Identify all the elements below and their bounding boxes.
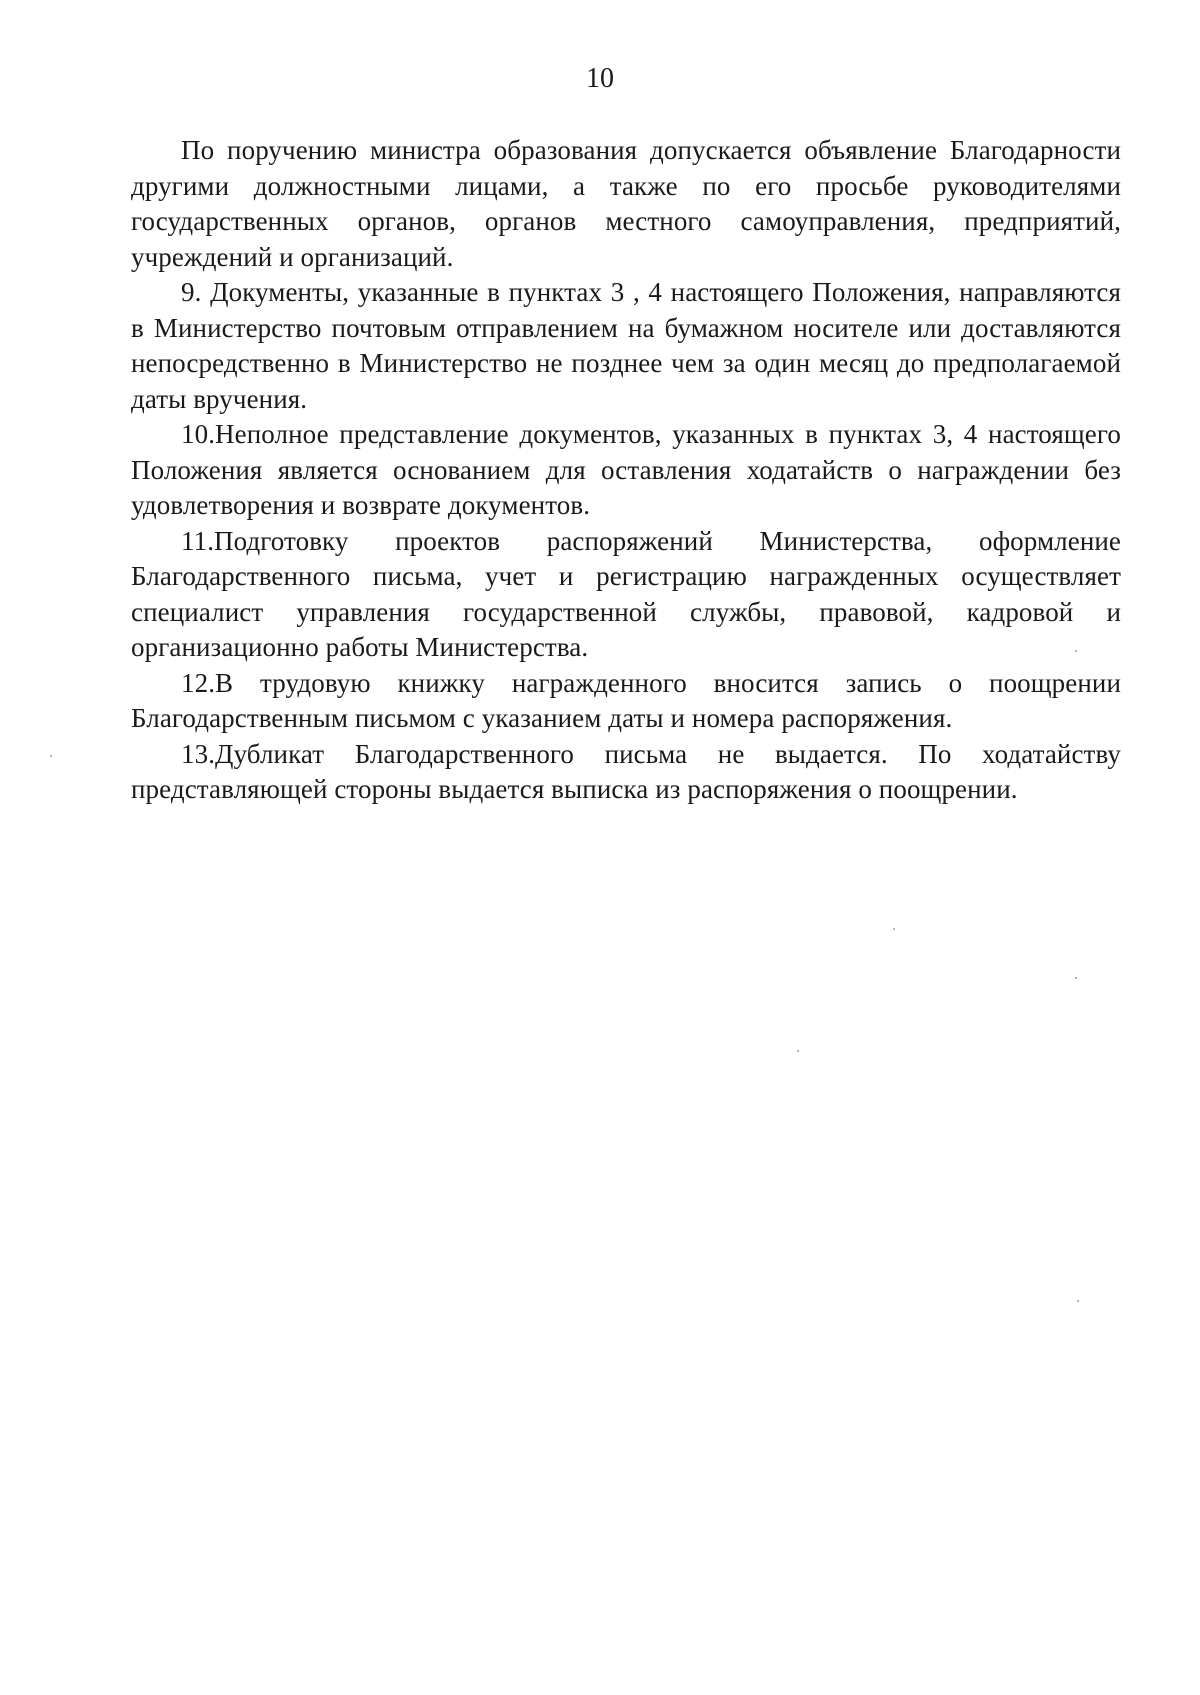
paragraph-13: 13.Дубликат Благодарственного письма не выдается. По ходатайству представляющей стороны выдается выписка из распоряжения о поощрении. bbox=[131, 738, 1121, 804]
paragraph-10: 10.Неполное представление документов, указанных в пунктах 3, 4 настоящего Положения является основанием для оставления ходатайств о награждении без удовлетворения и возврате документов. bbox=[131, 419, 1121, 520]
paragraph-12: 12.В трудовую книжку награжденного вносится запись о поощрении Благодарственным письмом с указанием даты и номера распоряжения. bbox=[131, 667, 1121, 733]
document-body bbox=[131, 133, 1121, 808]
scan-speck bbox=[893, 928, 895, 930]
page-number: 10 bbox=[586, 63, 614, 94]
paragraph-intro: По поручению министра образования допускается объявление Благодарности другими должностными лицами, а также по его просьбе руководителями государственных органов, органов местного самоуправления, предприятий, учреждений и организаций. bbox=[131, 135, 1121, 272]
scan-speck bbox=[1075, 977, 1077, 979]
paragraph-11: 11.Подготовку проектов распоряжений Министерства, оформление Благодарственного письма, учет и регистрацию награжденных осуществляет специалист управления государственной службы, правовой, кадровой и организационно работы Министерства. bbox=[131, 525, 1121, 662]
scan-speck bbox=[50, 755, 52, 757]
paragraph-9: 9. Документы, указанные в пунктах 3 , 4 настоящего Положения, направляются в Министерство почтовым отправлением на бумажном носителе или доставляются непосредственно в Министерство не позднее чем за один месяц до предполагаемой даты вручения. bbox=[131, 277, 1121, 414]
scan-speck bbox=[1077, 1300, 1079, 1302]
scan-speck bbox=[1075, 650, 1077, 652]
scan-speck bbox=[797, 1050, 799, 1052]
